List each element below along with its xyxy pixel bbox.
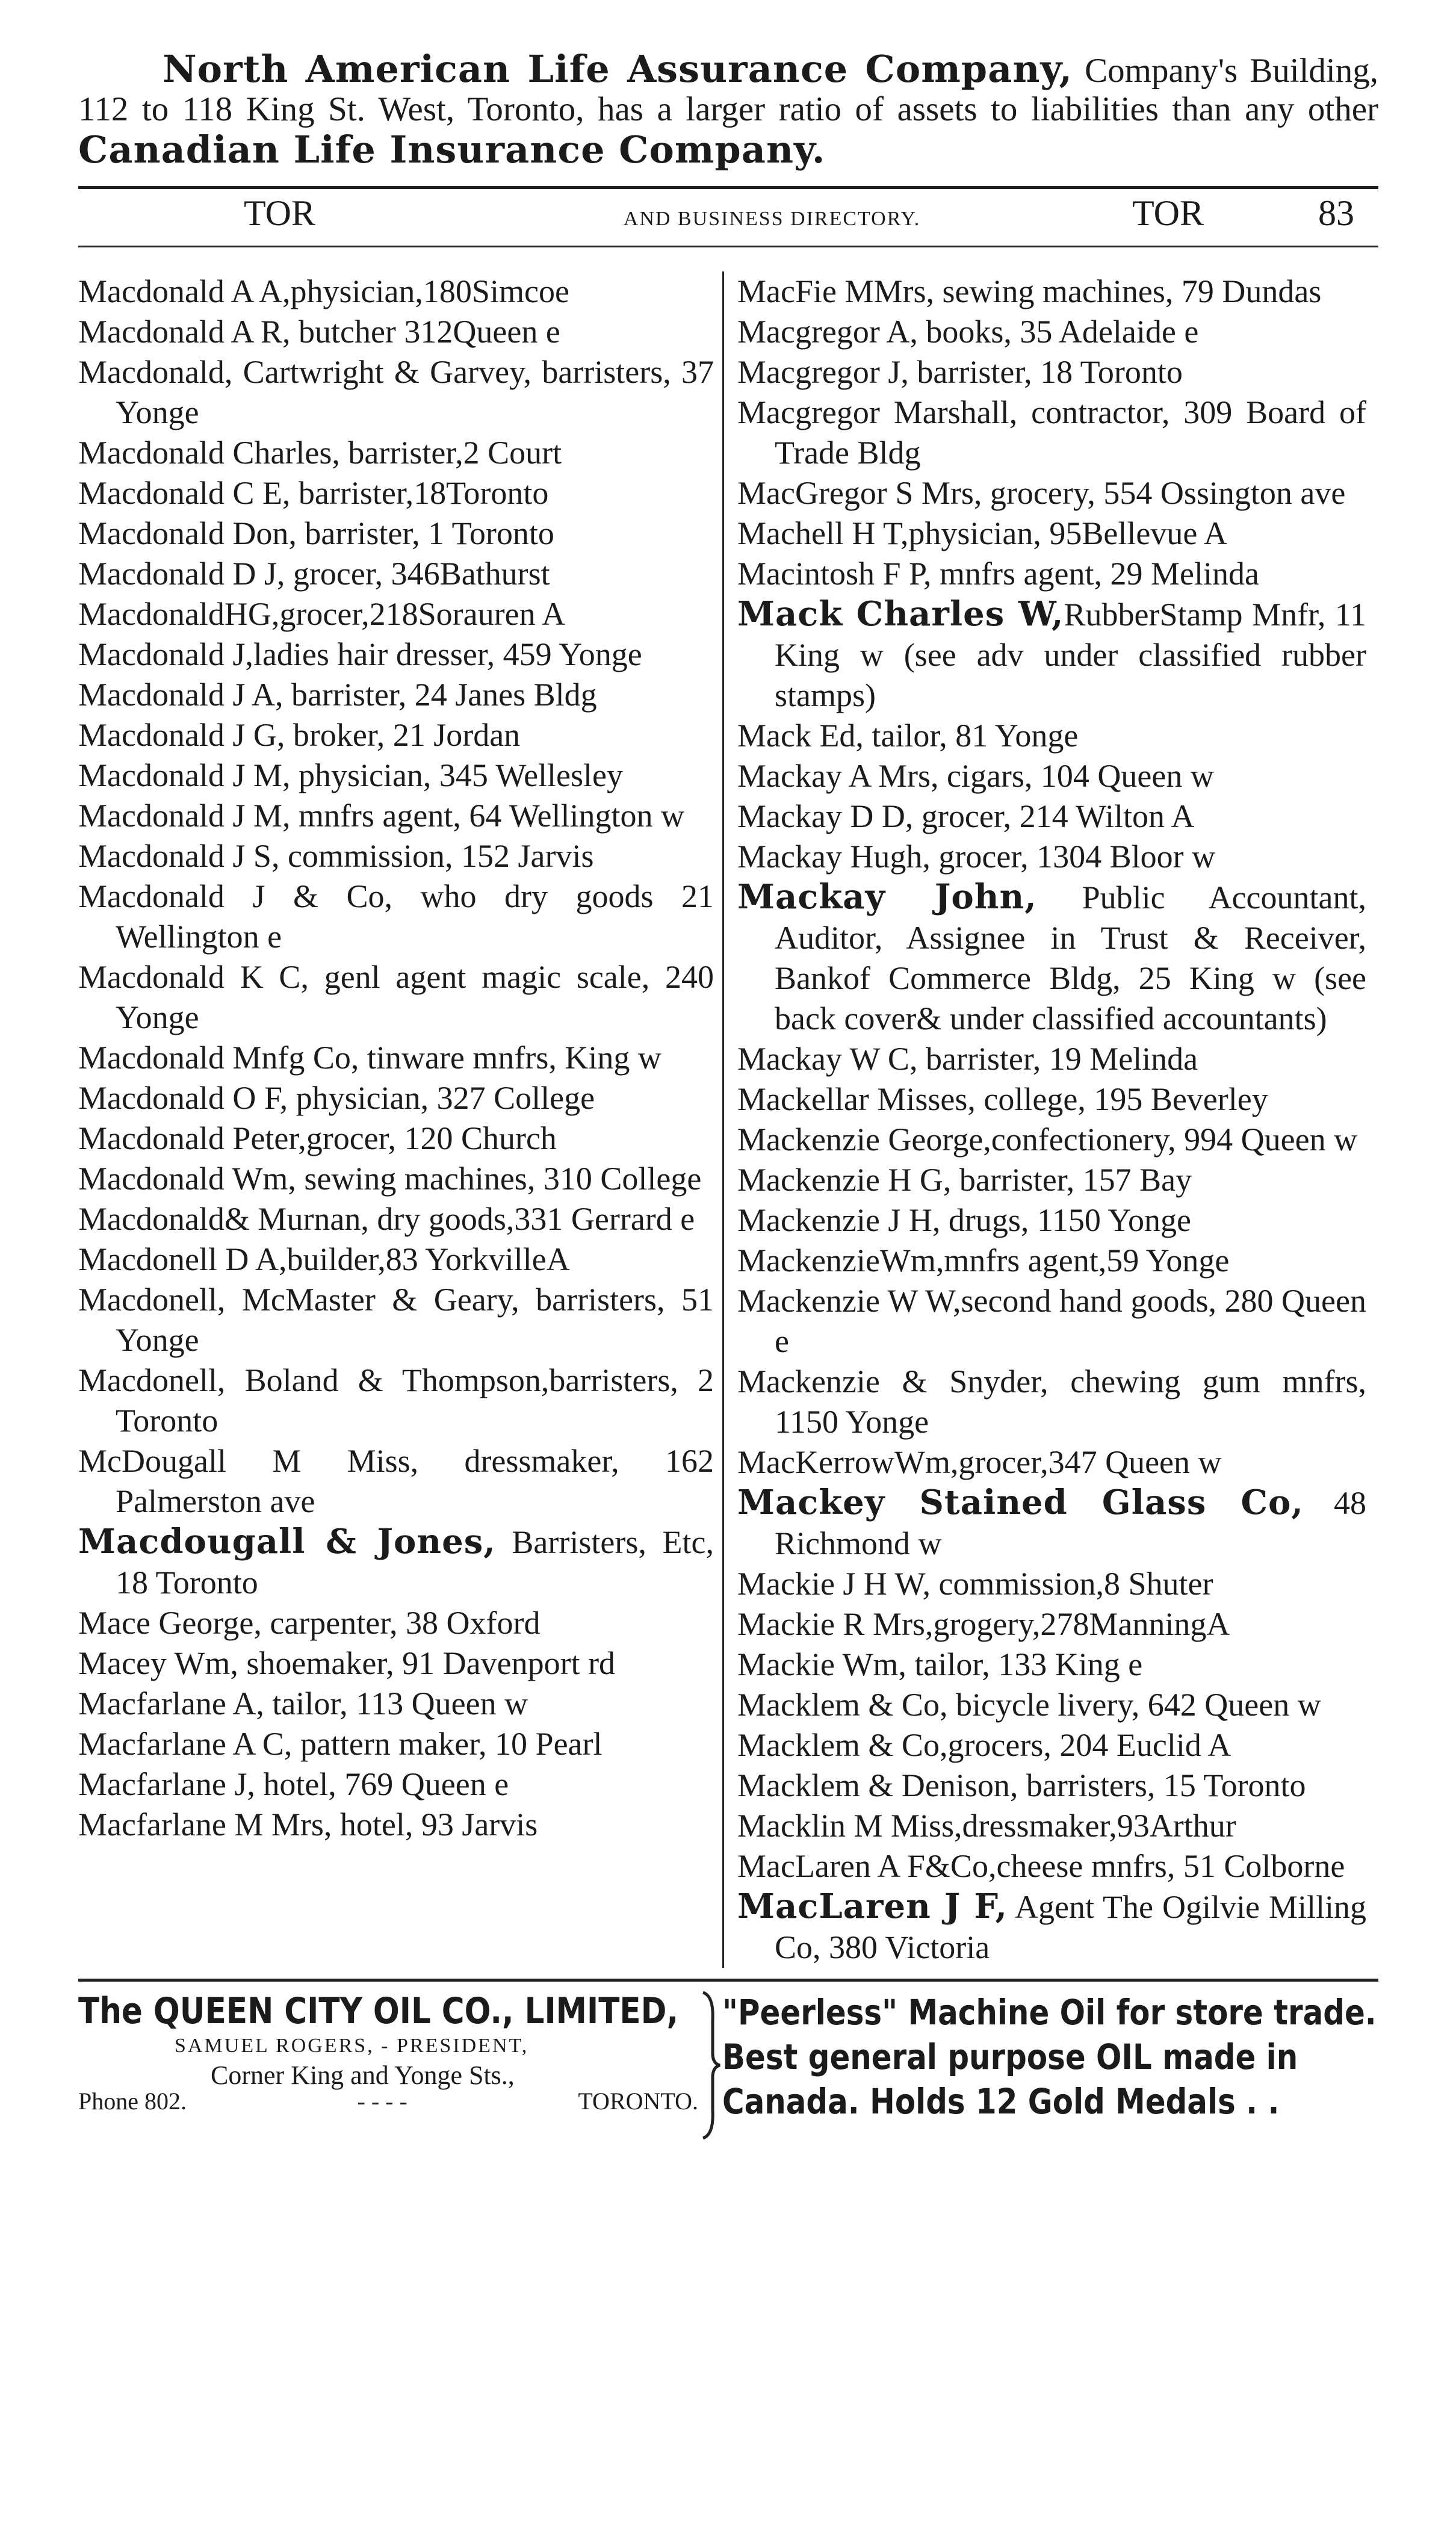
bottom-ad-address: Corner King and Yonge Sts.,	[211, 2060, 515, 2091]
entry-text: Macdonell, McMaster & Geary, barristers, 51 Yonge	[78, 1282, 714, 1359]
entry-text: Macdonald, Cartwright & Garvey, barristers, 37 Yonge	[78, 354, 714, 431]
entry-text: Macdonald O F, physician, 327 College	[78, 1080, 595, 1117]
directory-entry	[78, 715, 714, 755]
directory-entry	[78, 1441, 714, 1522]
entry-text: Macdonald J M, mnfrs agent, 64 Wellington w	[78, 798, 685, 834]
running-head-middle: AND BUSINESS DIRECTORY.	[623, 208, 921, 231]
directory-entry	[737, 1442, 1366, 1483]
entry-text: MacKerrowWm,grocer,347 Queen w	[737, 1444, 1222, 1481]
entry-text: MacdonaldHG,grocer,218Sorauren A	[78, 596, 566, 633]
directory-entry	[78, 433, 714, 473]
entry-text: MackenzieWm,mnfrs agent,59 Yonge	[737, 1242, 1230, 1279]
entry-text: Macdonald Don, barrister, 1 Toronto	[78, 515, 554, 552]
entry-text: Macdonald J A, barrister, 24 Janes Bldg	[78, 677, 597, 713]
entry-text: Macdonald J S, commission, 152 Jarvis	[78, 838, 594, 875]
directory-entry	[737, 554, 1366, 594]
directory-entry	[737, 513, 1366, 554]
directory-entry	[737, 1685, 1366, 1725]
bottom-ad-dots: - - - -	[357, 2088, 407, 2115]
directory-entry	[737, 1887, 1366, 1968]
entry-name: Macdougall & Jones,	[78, 1522, 496, 1562]
directory-entry	[737, 877, 1366, 1039]
entry-text: Mackenzie & Snyder, chewing gum mnfrs, 1150 Yonge	[737, 1363, 1366, 1440]
entry-text: Mackay A Mrs, cigars, 104 Queen w	[737, 758, 1214, 795]
entry-text: Macdonell D A,builder,83 YorkvilleA	[78, 1241, 570, 1278]
directory-entry	[78, 1280, 714, 1360]
entry-text: Macgregor J, barrister, 18 Toronto	[737, 354, 1183, 391]
directory-entry	[737, 1725, 1366, 1766]
entry-text: Mackie J H W, commission,8 Shuter	[737, 1566, 1213, 1602]
directory-entry	[737, 1483, 1366, 1564]
entry-text: Macgregor Marshall, contractor, 309 Board of Trade Bldg	[737, 394, 1366, 471]
bottom-ad-city: TORONTO.	[578, 2088, 698, 2115]
directory-entry	[737, 1281, 1366, 1362]
directory-entry	[737, 1564, 1366, 1604]
directory-entry	[78, 1805, 714, 1845]
directory-page	[78, 42, 1378, 2480]
entry-text: Macklem & Co,grocers, 204 Euclid A	[737, 1727, 1231, 1764]
entry-text: Macdonald K C, genl agent magic scale, 240 Yonge	[78, 959, 714, 1036]
directory-entry	[737, 1200, 1366, 1241]
entry-text: Mackenzie H G, barrister, 157 Bay	[737, 1162, 1192, 1198]
directory-entry	[78, 352, 714, 433]
entry-text: Mack Ed, tailor, 81 Yonge	[737, 718, 1079, 754]
entry-text: Macdonald A A,physician,180Simcoe	[78, 273, 569, 310]
directory-entry	[737, 352, 1366, 392]
directory-entry	[737, 1039, 1366, 1079]
directory-entry	[737, 1160, 1366, 1200]
entry-name: Mackay John,	[737, 877, 1037, 917]
directory-entry	[78, 1360, 714, 1441]
entry-text: Mackenzie George,confectionery, 994 Queen w	[737, 1121, 1358, 1158]
directory-entry	[78, 594, 714, 634]
entry-text: Macklem & Co, bicycle livery, 642 Queen w	[737, 1687, 1321, 1723]
entry-text: Mackie Wm, tailor, 133 King e	[737, 1646, 1143, 1683]
directory-entry	[737, 796, 1366, 837]
directory-entry	[737, 1846, 1366, 1887]
entry-text: Macfarlane J, hotel, 769 Queen e	[78, 1766, 509, 1803]
entry-text: Macgregor A, books, 35 Adelaide e	[737, 314, 1199, 350]
entry-name: Mackey Stained Glass Co,	[737, 1483, 1304, 1523]
entry-text: Mackenzie J H, drugs, 1150 Yonge	[737, 1202, 1191, 1239]
directory-entry	[737, 1645, 1366, 1685]
directory-entry	[78, 1643, 714, 1684]
directory-columns	[78, 271, 1378, 1968]
entry-text: Mackay D D, grocer, 214 Wilton A	[737, 798, 1195, 835]
entry-text: Public Accountant, Auditor, Assignee in Trust & Receiver, Bankof Commerce Bldg, 25 King w (see back cover& under classified accountants)	[775, 879, 1367, 1037]
directory-entry	[78, 675, 714, 715]
directory-entry	[78, 513, 714, 554]
entry-text: Macdonald Charles, barrister,2 Court	[78, 435, 562, 471]
entry-text: Macfarlane A C, pattern maker, 10 Pearl	[78, 1726, 603, 1763]
directory-entry	[78, 1684, 714, 1724]
entry-text: Mace George, carpenter, 38 Oxford	[78, 1605, 541, 1642]
directory-entry	[737, 837, 1366, 877]
entry-name: MacLaren J F,	[737, 1887, 1008, 1927]
entry-text: Mackellar Misses, college, 195 Beverley	[737, 1081, 1268, 1118]
top-advertisement	[78, 48, 1378, 170]
top-ad-company: North American Life Assurance Company,	[163, 47, 1073, 91]
bottom-ad-line-2: Best general purpose OIL made in	[722, 2036, 1298, 2078]
directory-entry	[737, 594, 1366, 716]
bottom-advertisement	[78, 1990, 1378, 2141]
entry-text: Macdonald Wm, sewing machines, 310 College	[78, 1161, 702, 1197]
right-column	[722, 271, 1366, 1968]
directory-entry	[78, 312, 714, 352]
running-head	[78, 189, 1378, 247]
entry-text: Barristers, Etc, 18 Toronto	[116, 1524, 714, 1601]
bottom-rule	[78, 1979, 1378, 1982]
entry-text: Macdonald& Murnan, dry goods,331 Gerrard e	[78, 1201, 695, 1238]
directory-entry	[737, 1806, 1366, 1846]
directory-entry	[78, 1603, 714, 1643]
directory-entry	[78, 634, 714, 675]
entry-text: Mackie R Mrs,grogery,278ManningA	[737, 1606, 1230, 1643]
entry-text: Macdonald D J, grocer, 346Bathurst	[78, 556, 550, 592]
directory-entry	[78, 755, 714, 796]
directory-entry	[78, 1764, 714, 1805]
directory-entry	[78, 1159, 714, 1199]
directory-entry	[78, 271, 714, 312]
entry-text: Macdonell, Boland & Thompson,barristers, 2 Toronto	[78, 1362, 714, 1439]
directory-entry	[78, 1038, 714, 1078]
entry-text: Macdonald J & Co, who dry goods 21 Wellington e	[78, 878, 714, 955]
bottom-ad-line-3: Canada. Holds 12 Gold Medals . .	[722, 2081, 1280, 2122]
directory-entry	[737, 1241, 1366, 1281]
directory-entry	[78, 1522, 714, 1603]
directory-entry	[737, 392, 1366, 473]
entry-text: Macfarlane M Mrs, hotel, 93 Jarvis	[78, 1806, 538, 1843]
directory-entry	[78, 554, 714, 594]
entry-text: McDougall M Miss, dressmaker, 162 Palmerston ave	[78, 1443, 714, 1520]
page-number: 83	[1318, 193, 1354, 234]
entry-text: Macfarlane A, tailor, 113 Queen w	[78, 1685, 528, 1722]
entry-text: Macdonald J G, broker, 21 Jordan	[78, 717, 521, 754]
directory-entry	[737, 1604, 1366, 1645]
entry-text: Macdonald J,ladies hair dresser, 459 Yonge	[78, 636, 642, 673]
directory-entry	[78, 876, 714, 957]
directory-entry	[78, 1239, 714, 1280]
entry-text: Mackay W C, barrister, 19 Melinda	[737, 1041, 1198, 1078]
entry-text: Macdonald Peter,grocer, 120 Church	[78, 1120, 557, 1157]
entry-text: Macdonald J M, physician, 345 Wellesley	[78, 757, 624, 794]
entry-text: Machell H T,physician, 95Bellevue A	[737, 515, 1227, 552]
left-column	[78, 271, 722, 1968]
directory-entry	[737, 1362, 1366, 1442]
directory-entry	[737, 1120, 1366, 1160]
directory-entry	[78, 836, 714, 876]
directory-entry	[78, 957, 714, 1038]
running-head-left: TOR	[244, 193, 315, 234]
entry-name: Mack Charles W,	[737, 594, 1064, 634]
directory-entry	[78, 1078, 714, 1118]
directory-entry	[78, 1118, 714, 1159]
directory-entry	[78, 1724, 714, 1764]
directory-entry	[78, 473, 714, 513]
directory-entry	[737, 312, 1366, 352]
directory-entry	[737, 756, 1366, 796]
brace-icon	[698, 1990, 722, 2141]
directory-entry	[737, 271, 1366, 312]
running-head-right: TOR	[1132, 193, 1204, 234]
directory-entry	[737, 1079, 1366, 1120]
directory-entry	[78, 796, 714, 836]
entry-text: MacLaren A F&Co,cheese mnfrs, 51 Colborne	[737, 1848, 1345, 1885]
directory-entry	[737, 473, 1366, 513]
entry-text: Macklem & Denison, barristers, 15 Toronto	[737, 1767, 1306, 1804]
bottom-ad-president: SAMUEL ROGERS, - PRESIDENT,	[175, 2035, 529, 2057]
bottom-ad-phone: Phone 802.	[78, 2088, 187, 2115]
top-ad-text: Company's Building, 112 to 118 King St. West, Toronto, has a larger ratio of assets to liabilities than any other	[78, 52, 1378, 128]
top-ad-company-2: Canadian Life Insurance Company.	[78, 127, 826, 172]
directory-entry	[737, 716, 1366, 756]
entry-text: MacGregor S Mrs, grocery, 554 Ossington ave	[737, 475, 1346, 512]
entry-text: MacFie MMrs, sewing machines, 79 Dundas	[737, 273, 1322, 310]
bottom-ad-company: The QUEEN CITY OIL CO., LIMITED,	[78, 1990, 679, 2033]
entry-text: Mackenzie W W,second hand goods, 280 Queen e	[737, 1283, 1366, 1360]
directory-entry	[737, 1766, 1366, 1806]
entry-text: Macey Wm, shoemaker, 91 Davenport rd	[78, 1645, 616, 1682]
entry-text: Macklin M Miss,dressmaker,93Arthur	[737, 1808, 1236, 1844]
entry-text: Mackay Hugh, grocer, 1304 Bloor w	[737, 839, 1216, 875]
entry-text: Agent The Ogilvie Milling Co, 380 Victoria	[775, 1889, 1366, 1966]
entry-text: Macdonald Mnfg Co, tinware mnfrs, King w	[78, 1040, 661, 1076]
directory-entry	[78, 1199, 714, 1239]
bottom-ad-line-1: "Peerless" Machine Oil for store trade.	[722, 1992, 1377, 2033]
entry-text: 48 Richmond w	[775, 1485, 1366, 1562]
entry-text: RubberStamp Mnfr, 11 King w (see adv under classified rubber stamps)	[775, 597, 1366, 714]
entry-text: Macdonald A R, butcher 312Queen e	[78, 314, 560, 350]
entry-text: Macintosh F P, mnfrs agent, 29 Melinda	[737, 556, 1259, 592]
entry-text: Macdonald C E, barrister,18Toronto	[78, 475, 549, 512]
